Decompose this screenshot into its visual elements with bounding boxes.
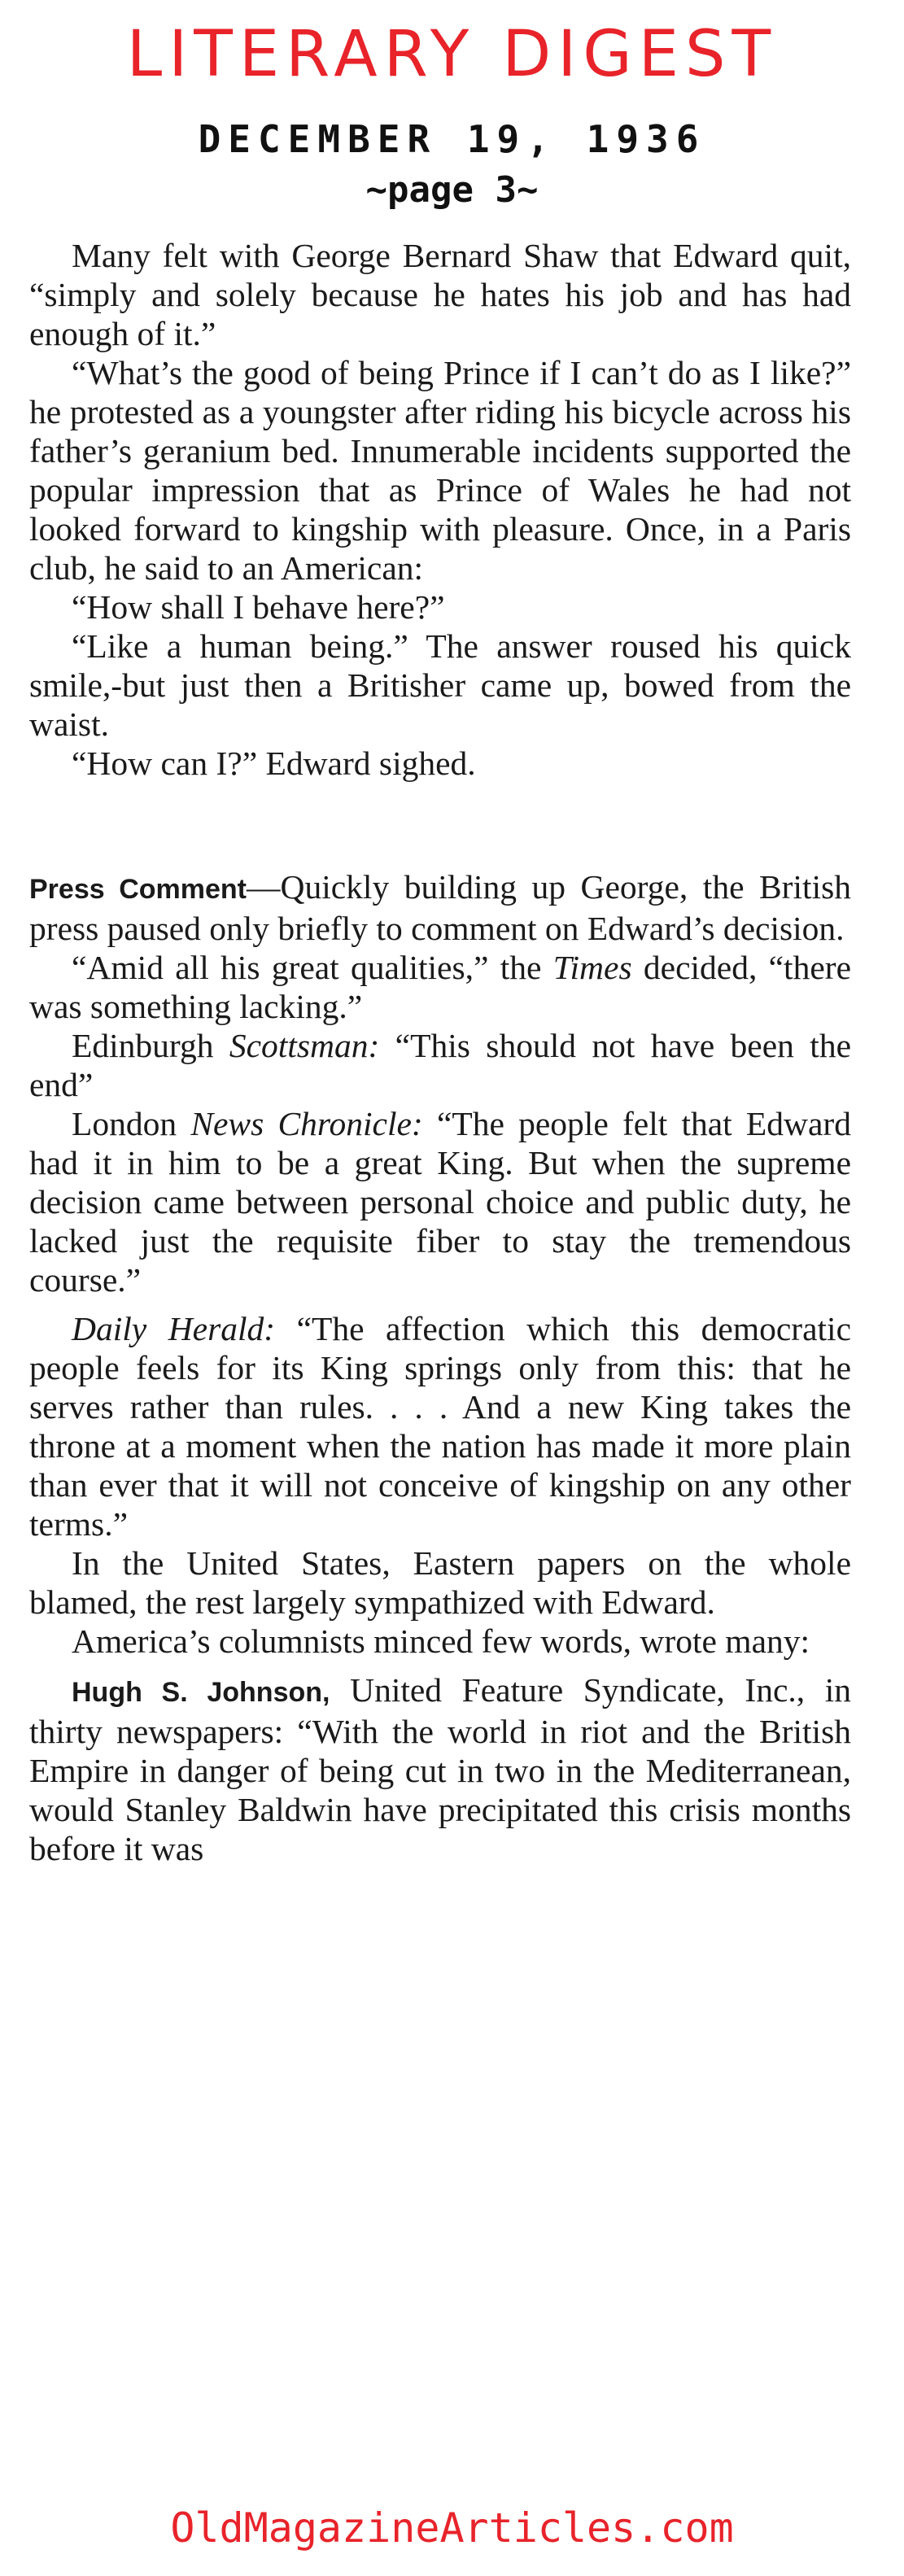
times-lead: “Amid all his great qualities,” the: [72, 949, 553, 986]
paragraph-behave-question: “How shall I behave here?”: [72, 588, 445, 626]
hugh-johnson-quote: United Feature Syndicate, Inc., in thirty newspapers: “With the world in riot and the British Empire in danger of being cut in two in the Mediterranean, would Stanley Baldwin have precipitated this crisis months before it was: [29, 1671, 852, 1867]
publication-daily-herald: Daily Herald:: [72, 1310, 276, 1347]
section-dash: —: [247, 868, 281, 906]
paragraph-times: [29, 948, 851, 1026]
paragraph-columnists: America’s columnists minced few words, wrote many:: [72, 1622, 810, 1660]
paragraph-scotsman: [29, 1026, 851, 1104]
paragraph-spacer: [29, 1299, 851, 1309]
publication-scotsman: Scottsman:: [229, 1027, 380, 1064]
publication-times: Times: [552, 949, 632, 986]
section-heading-press-comment: Press Comment: [29, 874, 247, 905]
paragraph-hugh-johnson: [29, 1670, 851, 1868]
masthead-date: DECEMBER 19, 1936: [198, 117, 706, 161]
daily-herald-quote: “The affection which this democratic people feels for its King springs only from this: that he serves rather than rules. . . . And a new King takes the throne at a moment when the nation has made it more plain than ever that it will not conceive of kingship on any other terms.”: [29, 1310, 852, 1543]
paragraph-daily-herald: [29, 1309, 851, 1543]
paragraph-united-states: In the United States, Eastern papers on the whole blamed, the rest largely sympathized with Edward.: [29, 1544, 851, 1621]
section-spacer: [29, 783, 851, 867]
masthead-title: LITERARY DIGEST: [126, 18, 778, 91]
scotsman-quote: “This should not have been the end”: [29, 1027, 851, 1103]
paragraph-prince-youngster: “What’s the good of being Prince if I can’t do as I like?” he protested as a youngster after riding his bicycle across his father’s geranium bed. Innumerable incidents supported the popular impression that as Prince of Wales he had not looked forward to kingship with pleasure. Once, in a Paris club, he said to an American:: [29, 354, 851, 587]
source-watermark: OldMagazineArticles.com: [170, 2504, 734, 2552]
paragraph-edward-sighed: “How can I?” Edward sighed.: [72, 744, 476, 782]
publication-news-chronicle: News Chronicle:: [190, 1105, 423, 1142]
paragraph-news-chronicle: [29, 1104, 851, 1299]
byline-hugh-johnson: Hugh S. Johnson,: [72, 1677, 330, 1708]
scotsman-lead: Edinburgh: [72, 1027, 229, 1064]
paragraph-shaw-quote: Many felt with George Bernard Shaw that Edward quit, “simply and solely because he hates his job and has had enough of it.”: [29, 237, 851, 352]
news-chronicle-quote: “The people felt that Edward had it in him to be a great King. But when the supreme decision came between personal choice and public duty, he lacked just the requisite fiber to stay the tremendous course.”: [29, 1105, 851, 1299]
paragraph-human-being: “Like a human being.” The answer roused his quick smile,-but just then a Britisher came up, bowed from the waist.: [29, 627, 851, 743]
news-chronicle-lead: London: [72, 1105, 191, 1142]
article-body: [29, 236, 851, 1868]
paragraph-press-comment: [29, 867, 851, 948]
masthead-page-number: ~page 3~: [365, 169, 539, 211]
press-comment-text: Quickly building up George, the British press paused only briefly to comment on Edward’s decision.: [29, 868, 851, 947]
paragraph-spacer: [29, 1661, 851, 1670]
times-quote: decided, “there was something lacking.”: [29, 949, 851, 1025]
